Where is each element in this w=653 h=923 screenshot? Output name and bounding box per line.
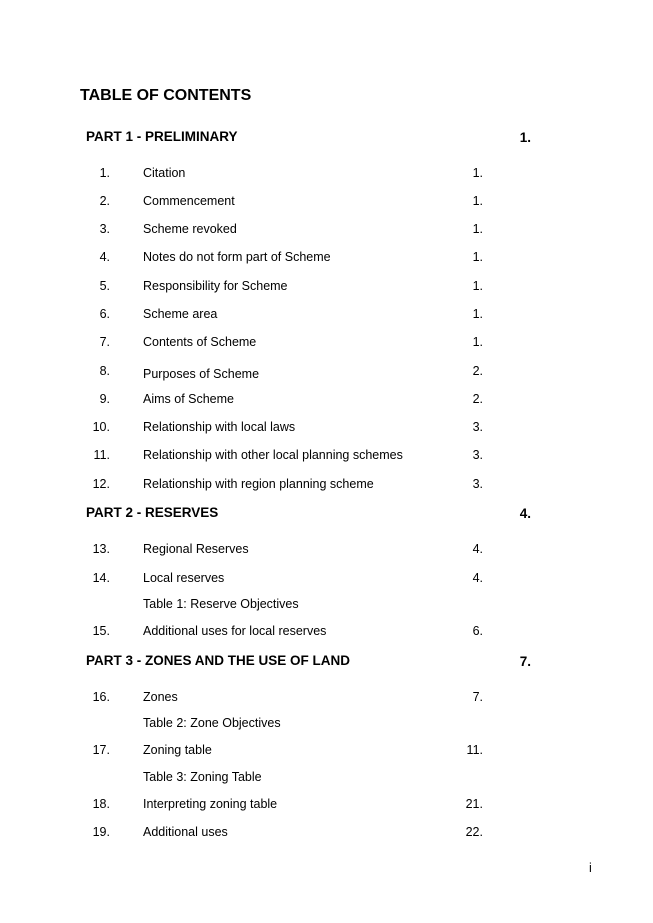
entry-number: 13. — [92, 542, 110, 556]
entry-label: Local reserves — [143, 571, 225, 585]
part-heading-label: PART 2 - RESERVES — [86, 505, 219, 520]
entry-label: Relationship with other local planning schemes — [143, 448, 403, 462]
entry-number: 16. — [92, 690, 110, 704]
part-heading-page: 4. — [519, 506, 531, 521]
toc-subentry[interactable]: Table 3: Zoning Table — [143, 770, 262, 784]
entry-label: Commencement — [143, 194, 235, 208]
entry-number: 5. — [99, 279, 110, 293]
entry-label: Additional uses — [143, 825, 228, 839]
toc-subentry[interactable]: Table 1: Reserve Objectives — [143, 597, 299, 611]
entry-page: 7. — [472, 690, 483, 704]
entry-number: 14. — [92, 571, 110, 585]
entry-label: Zoning table — [143, 743, 212, 757]
part-heading-label: PART 3 - ZONES AND THE USE OF LAND — [86, 653, 351, 668]
entry-page: 6. — [472, 624, 483, 638]
entry-page: 22. — [465, 825, 483, 839]
entry-page: 1. — [472, 166, 483, 180]
part-heading-2[interactable] — [86, 505, 531, 520]
entry-label: Additional uses for local reserves — [143, 624, 327, 638]
entry-page: 3. — [472, 448, 483, 462]
entry-label: Interpreting zoning table — [143, 797, 278, 811]
entry-number: 1. — [99, 166, 110, 180]
entry-label: Scheme revoked — [143, 222, 237, 236]
entry-page: 1. — [472, 307, 483, 321]
entry-label: Relationship with local laws — [143, 420, 296, 434]
entry-label: Contents of Scheme — [143, 335, 257, 349]
entry-page: 4. — [472, 571, 483, 585]
entry-number: 15. — [92, 624, 110, 638]
toc-title: TABLE OF CONTENTS — [80, 87, 252, 104]
entry-number: 6. — [99, 307, 110, 321]
part-heading-3[interactable] — [86, 653, 531, 668]
entry-number: 7. — [99, 335, 110, 349]
entry-label: Regional Reserves — [143, 542, 249, 556]
entry-page: 1. — [472, 279, 483, 293]
part-heading-1[interactable] — [86, 129, 531, 144]
entry-number: 9. — [99, 392, 110, 406]
entry-number: 2. — [99, 194, 110, 208]
entry-number: 12. — [92, 477, 110, 491]
entry-page: 1. — [472, 194, 483, 208]
entry-page: 1. — [472, 335, 483, 349]
part-heading-page: 1. — [519, 130, 531, 145]
entry-page: 1. — [472, 250, 483, 264]
toc-subentry[interactable]: Table 2: Zone Objectives — [143, 716, 281, 730]
entry-number: 10. — [92, 420, 110, 434]
entry-label: Notes do not form part of Scheme — [143, 250, 331, 264]
entry-label: Aims of Scheme — [143, 392, 235, 406]
page-number: i — [589, 861, 592, 875]
entry-label: Relationship with region planning scheme — [143, 477, 374, 491]
entry-label: Purposes of Scheme — [143, 367, 260, 381]
entry-page: 2. — [472, 364, 483, 378]
entry-number: 4. — [99, 250, 110, 264]
entry-number: 3. — [99, 222, 110, 236]
entry-page: 2. — [472, 392, 483, 406]
entry-label: Citation — [143, 166, 186, 180]
part-heading-label: PART 1 - PRELIMINARY — [86, 129, 238, 144]
entry-label: Zones — [143, 690, 178, 704]
entry-label: Scheme area — [143, 307, 218, 321]
part-heading-page: 7. — [519, 654, 531, 669]
entry-number: 8. — [99, 364, 110, 378]
entry-page: 1. — [472, 222, 483, 236]
entry-number: 17. — [92, 743, 110, 757]
entry-page: 3. — [472, 420, 483, 434]
entry-number: 18. — [92, 797, 110, 811]
entry-label: Responsibility for Scheme — [143, 279, 288, 293]
entry-number: 11. — [93, 448, 110, 462]
entry-page: 4. — [472, 542, 483, 556]
entry-page: 3. — [472, 477, 483, 491]
entry-page: 21. — [465, 797, 483, 811]
entry-number: 19. — [92, 825, 110, 839]
entry-page: 11. — [466, 743, 483, 757]
